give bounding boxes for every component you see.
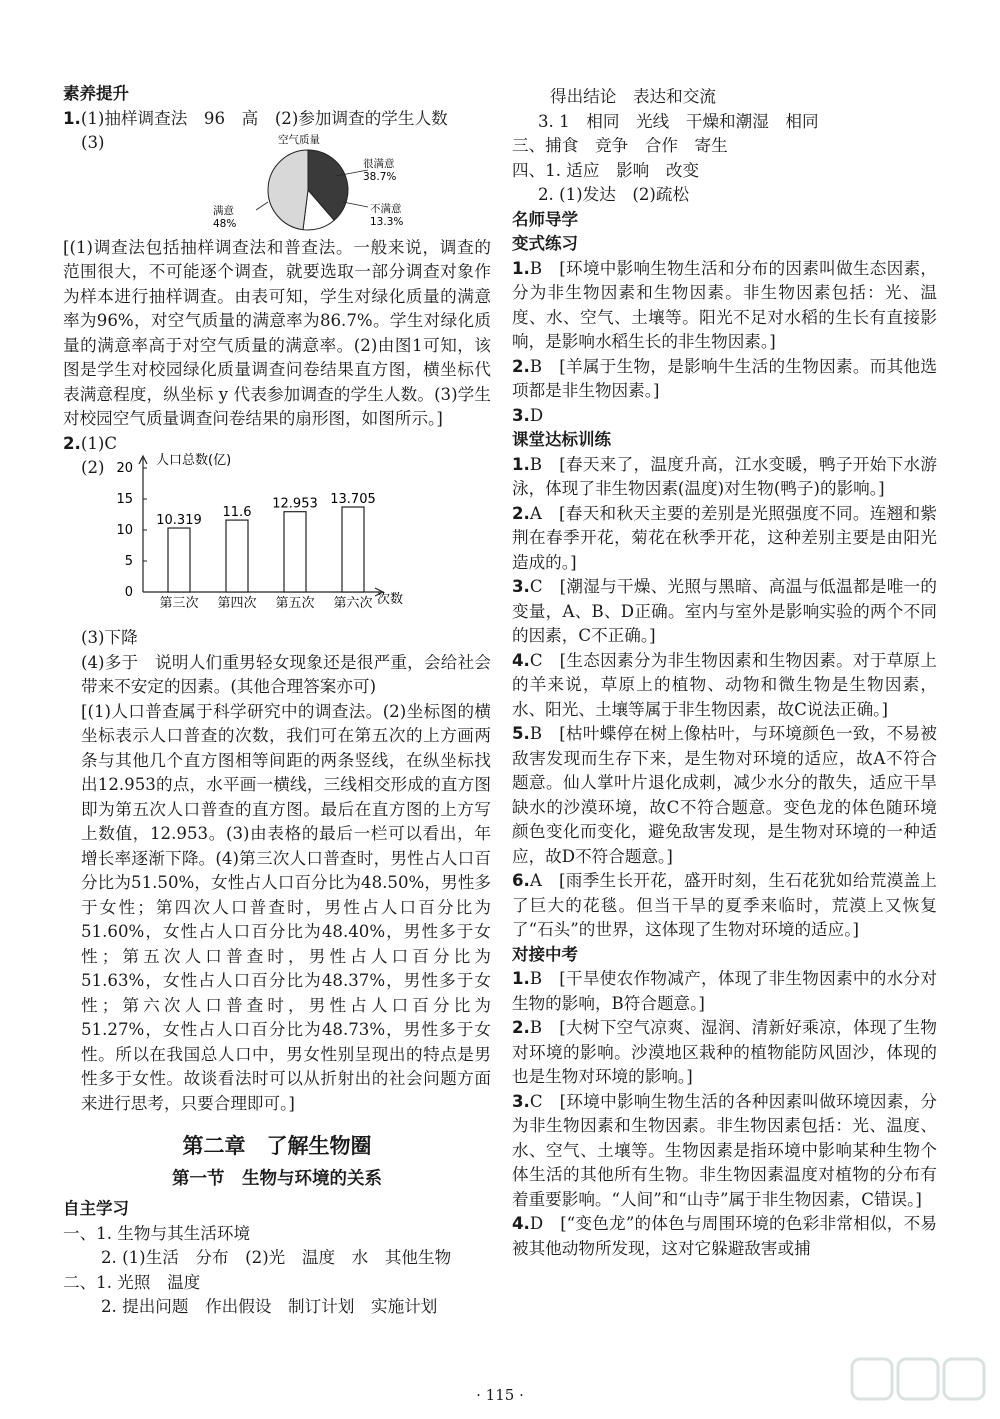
cont-line-2: 3. 1 相同 光线 干燥和潮湿 相同 [538, 111, 819, 131]
q1-part3: (3) [81, 133, 105, 152]
pie-label-unsatisfied: 不满意 [370, 202, 402, 215]
q1-answer: (1)抽样调查法 96 高 (2)参加调查的学生人数 [80, 108, 448, 128]
item-text: B [环境中影响生物生活和分布的因素叫做生态因素，分为非生物因素和生物因素。非生物因素包括：光、温度、水、空气、土壤等。阳光不足对水稻的生长有直接影响，是影响水稻生长的非生物因素。] [512, 258, 937, 351]
duijie-item-2 [512, 1016, 937, 1090]
item-text: D [529, 405, 544, 425]
q2-part1: (1)C [80, 433, 118, 453]
heading-bianshi: 变式练习 [512, 234, 578, 253]
page-number-value: 115 [485, 1386, 515, 1404]
pie-chart [158, 132, 458, 232]
heading-ketang: 课堂达标训练 [512, 430, 611, 449]
y-tick-label: 0 [124, 585, 133, 600]
bar-3 [342, 507, 364, 592]
ketang-item-4 [512, 649, 937, 723]
ketang-item-5 [512, 722, 937, 869]
q2-part4: (4)多于 说明人们重男轻女现象还是很严重，会给社会带来不安定的因素。(其他合理答案亦可) [81, 652, 491, 696]
bar-2 [284, 512, 306, 592]
q1-line [63, 107, 491, 132]
duijie-item-1 [512, 967, 937, 1016]
item-number: 2. [512, 356, 530, 376]
q2-explanation: [(1)人口普查属于科学研究中的调查法。(2)坐标图的横坐标表示人口普查的次数，我们可在第五次的上方画两条与其他几个直方图相等间距的两条竖线，在纵坐标找出12.953的点，水平画一横线，三线相交形成的直方图即为第五次人口普查的直方图。最后在直方图的上方写上数值，12.953。(3)由表格的最后一栏可以看出，年增长率逐渐下降。(4)第三次人口普查时，男性占人口百分比为51.50%，女性占人口百分比为48.50%，男性多于女性；第四次人口普查时，男性占人口百分比为51.60%，女性占人口百分比为48.40%，男性多于女性；第五次人口普查时，男性占人口百分比为51.63%，女性占人口百分比为48.37%，男性多于女性；第六次人口普查时，男性占人口百分比为51.27%，女性占人口百分比为48.73%，男性多于女性。所以在我国总人口中，男女性别呈现出的特点是男性多于女性。故谈看法时可以从折射出的社会问题方面来进行思考，只要合理即可。] [81, 701, 491, 1113]
item-number: 1. [512, 969, 530, 988]
zizhu-line-4: 2. 提出问题 作出假设 制订计划 实施计划 [101, 1297, 438, 1316]
item-text: C [环境中影响生物生活的各种因素叫做环境因素，分为非生物因素和生物因素。非生物因素包括：光、温度、水、空气、土壤等。生物因素是指环境中影响某种生物个体生活的其他所有生物。非生物因素温度对植物的分布有着重要影响。“人间”和“山寺”属于非生物因素，C错误。] [512, 1091, 937, 1209]
cont-line-1: 得出结论 表达和交流 [550, 87, 716, 106]
bar-value-label: 13.705 [330, 492, 376, 508]
bar-value-label: 11.6 [222, 505, 252, 521]
item-number: 4. [512, 1214, 530, 1233]
pie-label-satisfied: 满意 [213, 204, 234, 217]
item-number: 3. [512, 405, 530, 425]
q1-explanation: [(1)调查法包括抽样调查法和普查法。一般来说，调查的范围很大，不可能逐个调查，就要选取一部分调查对象作为样本进行抽样调查。由表可知，学生对绿化质量的满意率为96%，对空气质量的满意率为86.7%。学生对绿化质量的满意率高于对空气质量的满意率。(2)由图1可知，该图是学生对校园绿化质量调查问卷结果直方图，横坐标代表满意程度，纵坐标 y 代表参加调查的学生人数。(3)学生对校园空气质量调查问卷结果的扇形图，如图所示。] [63, 237, 491, 428]
q1-number: 1. [63, 108, 81, 128]
item-number: 5. [512, 724, 530, 743]
watermark-logo [848, 1353, 988, 1413]
bar-ylabel: 人口总数(亿) [156, 453, 232, 468]
item-text: B [春天来了，温度升高，江水变暖，鸭子开始下水游泳，体现了非生物因素(温度)对生物(鸭子)的影响。] [512, 454, 937, 498]
item-number: 6. [512, 871, 530, 890]
q2-part2-label: (2) [81, 458, 105, 477]
cont-line-3: 三、捕食 竞争 合作 寄生 [512, 136, 728, 155]
item-number: 3. [512, 1091, 530, 1111]
bianshi-item-3 [512, 404, 937, 429]
heading-zizhu: 自主学习 [63, 1199, 129, 1218]
y-tick-label: 10 [116, 523, 133, 538]
zizhu-line-1: 一、1. 生物与其生活环境 [63, 1223, 251, 1243]
item-number: 2. [512, 1018, 530, 1037]
heading-mingshi: 名师导学 [512, 209, 578, 229]
page-number: · 115 · [476, 1386, 524, 1404]
bar-chart [93, 450, 423, 620]
item-text: C [生态因素分为非生物因素和生物因素。对于草原上的羊来说，草原上的植物、动物和微生物是生物因素，水、阳光、土壤等属于非生物因素，故C说法正确。] [512, 650, 937, 719]
item-number: 1. [512, 258, 530, 278]
q2-part3: (3)下降 [81, 628, 138, 647]
pie-slice-2 [268, 150, 308, 230]
bar-0 [168, 528, 190, 592]
y-tick-label: 15 [116, 492, 133, 507]
pie-value-satisfied: 48% [213, 217, 237, 230]
duijie-item-4 [512, 1212, 937, 1261]
bar-chart-block [63, 453, 491, 626]
item-text: C [潮湿与干燥、光照与黑暗、高温与低温都是唯一的变量，A、B、D正确。室内与室外是影响实验的两个不同的因素，C不正确。] [512, 577, 937, 645]
bar-value-label: 10.319 [156, 513, 202, 529]
y-tick-label: 20 [116, 461, 133, 476]
item-text: A [春天和秋天主要的差别是光照强度不同。连翘和紫荆在春季开花，菊花在秋季开花，这种差别主要是由阳光造成的。] [512, 503, 937, 572]
ketang-item-2 [512, 502, 937, 576]
x-tick-label: 第三次 [159, 596, 199, 611]
zizhu-line-3: 二、1. 光照 温度 [63, 1272, 201, 1292]
bianshi-item-1 [512, 257, 937, 355]
pie-value-unsatisfied: 13.3% [370, 215, 404, 228]
cont-line-4: 四、1. 适应 影响 改变 [512, 160, 700, 180]
heading-suyang: 素养提升 [63, 84, 129, 103]
cont-line-5: 2. (1)发达 (2)疏松 [538, 185, 690, 204]
x-tick-label: 第四次 [217, 596, 257, 611]
right-column [512, 85, 937, 1261]
ketang-item-1 [512, 453, 937, 502]
duijie-item-3 [512, 1090, 937, 1213]
pie-value-very-satisfied: 38.7% [363, 170, 397, 183]
q2-number: 2. [63, 433, 81, 453]
item-number: 2. [512, 503, 530, 523]
bar-1 [226, 520, 248, 592]
y-tick-label: 5 [124, 554, 133, 569]
item-number: 1. [512, 454, 530, 474]
ketang-item-3 [512, 575, 937, 649]
item-number: 3. [512, 577, 530, 596]
bianshi-item-2 [512, 355, 937, 404]
item-text: D [“变色龙”的体色与周围环境的色彩非常相似，不易被其他动物所发现，这对它躲避敌害或捕 [512, 1214, 937, 1258]
pie-label-very-satisfied: 很满意 [363, 157, 395, 170]
item-text: B [大树下空气凉爽、湿润、清新好乘凉，体现了生物对环境的影响。沙漠地区栽种的植物能防风固沙，体现的也是生物对环境的影响。] [512, 1018, 937, 1086]
item-number: 4. [512, 650, 530, 670]
item-text: B [枯叶蝶停在树上像枯叶，与环境颜色一致，不易被敌害发现而生存下来，是生物对环境的适应，故A不符合题意。仙人掌叶片退化成刺，减少水分的散失，适应干旱缺水的沙漠环境，故C不符合题意。变色龙的体色随环境颜色变化而变化，避免敌害发现，是生物对环境的一种适应，故D不符合题意。] [512, 724, 937, 866]
left-column [63, 82, 491, 1320]
item-text: A [雨季生长开花，盛开时刻，生石花犹如给荒漠盖上了巨大的花毯。但当干旱的夏季来临时，荒漠上又恢复了“石头”的世界，这体现了生物对环境的适应。] [512, 871, 937, 939]
ketang-item-6 [512, 869, 937, 943]
x-tick-label: 第六次 [333, 596, 373, 611]
chapter-title: 第二章 了解生物圈 [182, 1134, 372, 1158]
heading-duijie: 对接中考 [512, 944, 578, 964]
bar-value-label: 12.953 [272, 496, 318, 512]
bar-xlabel: 次数 [377, 592, 404, 607]
item-text: B [羊属于生物，是影响牛生活的生物因素。而其他选项都是非生物因素。] [512, 356, 937, 400]
zizhu-line-2: 2. (1)生活 分布 (2)光 温度 水 其他生物 [101, 1248, 452, 1267]
section-title: 第一节 生物与环境的关系 [172, 1168, 382, 1189]
pie-title: 空气质量 [278, 133, 320, 146]
x-tick-label: 第五次 [275, 596, 315, 611]
item-text: B [干旱使农作物减产，体现了非生物因素中的水分对生物的影响，B符合题意。] [512, 969, 937, 1013]
